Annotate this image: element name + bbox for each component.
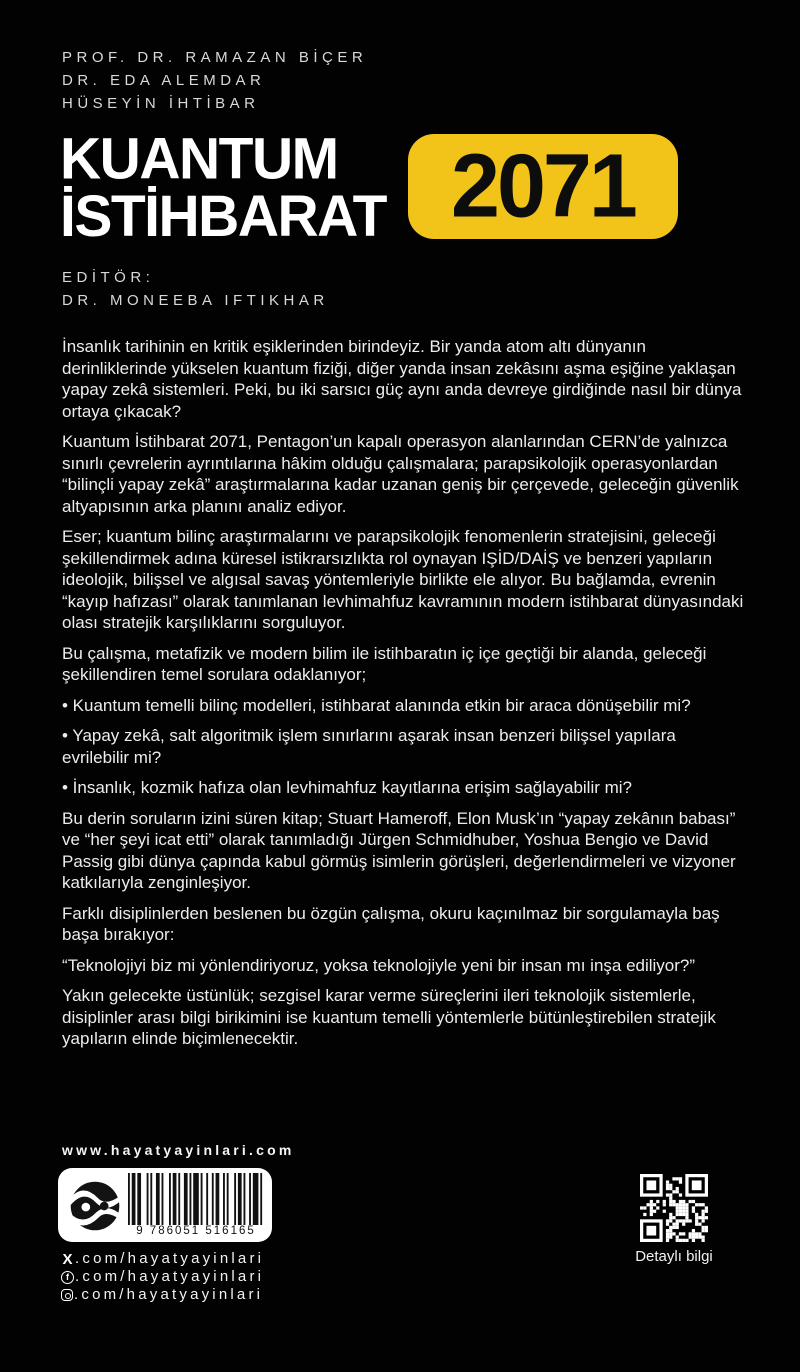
isbn-barcode-box: [58, 1168, 272, 1242]
publisher-logo-icon: [68, 1179, 122, 1233]
qr-code-icon: [640, 1174, 708, 1242]
social-row-facebook: [60, 1268, 264, 1286]
paragraph: İnsanlık tarihinin en kritik eşiklerinden birindeyiz. Bir yanda atom altı dünyanın derinliklerinde yükselen kuantum fiziği, diğer yanda insan zekâsını aşma eşiğine yaklaşan yapay zekâ sistemleri. Peki, bu iki sarsıcı güç aynı anda devreye girdiğinde nasıl bir dünya ortaya çıkacak?: [62, 337, 742, 421]
year-badge-text: 2071: [451, 135, 635, 236]
social-row-x: [60, 1250, 264, 1268]
author-name: DR. EDA ALEMDAR: [62, 72, 266, 89]
title-row: [60, 125, 678, 250]
author-name: HÜSEYİN İHTİBAR: [62, 95, 260, 112]
author-block: [62, 46, 367, 115]
publisher-website: www.hayatyayinlari.com: [62, 1142, 295, 1158]
author-name: PROF. DR. RAMAZAN BİÇER: [62, 49, 368, 66]
paragraph: Farklı disiplinlerden beslenen bu özgün çalışma, okuru kaçınılmaz bir sorgulamayla baş başa bırakıyor:: [62, 903, 720, 944]
social-handle: .com/hayatyayinlari: [75, 1268, 265, 1285]
isbn-number: 9 786051 516165: [136, 1224, 256, 1237]
qr-caption: Detaylı bilgi: [635, 1248, 713, 1265]
book-title-line1: KUANTUM: [60, 125, 338, 192]
editor-block: [62, 266, 329, 312]
quote-paragraph: “Teknolojiyi biz mi yönlendiriyoruz, yoksa teknolojiyle yeni bir insan mı inşa ediliyor?”: [62, 955, 696, 975]
bullet-item: • Kuantum temelli bilinç modelleri, istihbarat alanında etkin bir araca dönüşebilir mi?: [62, 695, 691, 715]
paragraph: Kuantum İstihbarat 2071, Pentagon’un kapalı operasyon alanlarından CERN’de yalnızca sınırlı çevrelerin ayrıntılarına hâkim olduğu çalışmalara; parapsikolojik operasyonlardan “bilinçli yapay zekâ” araştırmalarına kadar uzanan geniş bir çerçevede, geleceğin güvenlik altyapısının arka planını analiz ediyor.: [62, 432, 739, 516]
social-handle: .com/hayatyayinlari: [74, 1286, 264, 1303]
book-title: [60, 125, 386, 250]
book-title-line2: İSTİHBARAT: [60, 183, 386, 250]
social-links: [60, 1250, 264, 1304]
paragraph: Eser; kuantum bilinç araştırmalarını ve parapsikolojik fenomenlerin stratejisini, geleceği şekillendirmek adına küresel istikrarsızlıkta rol oynayan IŞİD/DAİŞ ve benzeri yapıların ideolojik, bilişsel ve algısal savaş yöntemleriyle birlikte ele alıyor. Bu bağlamda, evrenin “kayıp hafızası” olarak tanımlanan levhimahfuz kavramının modern istihbarat dünyasındaki olası stratejik karşılıklarını sorguluyor.: [62, 527, 744, 632]
barcode-area: [128, 1173, 264, 1239]
bullet-item: • İnsanlık, kozmik hafıza olan levhimahfuz kayıtlarına erişim sağlayabilir mi?: [62, 778, 633, 797]
social-row-instagram: [60, 1286, 264, 1304]
editor-label: EDİTÖR:: [62, 269, 155, 286]
paragraph: Yakın gelecekte üstünlük; sezgisel karar verme süreçlerini ileri teknolojik sistemlerle, disiplinler arası bilgi birikimini ise kuantum temelli yöntemlerle bütünleştirebilen stratejik yapıların elinde biçimlenecektir.: [62, 986, 716, 1048]
instagram-icon: [61, 1289, 73, 1301]
editor-name: DR. MONEEBA IFTIKHAR: [62, 292, 329, 309]
back-cover-text: [62, 336, 746, 1059]
paragraph: Bu derin soruların izini süren kitap; Stuart Hameroff, Elon Musk’ın “yapay zekânın babası” ve “her şeyi icat etti” olarak tanımladığı Jürgen Schmidhuber, Yoshua Bengio ve David Passig gibi dünya çapında kabul görmüş isimlerin görüşleri, değerlendirmeleri ve vizyoner katkılarıyla zenginleşiyor.: [62, 808, 736, 892]
x-icon: X: [62, 1250, 73, 1268]
social-handle: .com/hayatyayinlari: [75, 1250, 265, 1267]
facebook-icon: f: [61, 1271, 74, 1284]
bullet-item: • Yapay zekâ, salt algoritmik işlem sınırlarını aşarak insan benzeri bilişsel yapılara evrilebilir mi?: [62, 726, 676, 767]
year-badge: [408, 134, 678, 239]
paragraph: Bu çalışma, metafizik ve modern bilim ile istihbaratın iç içe geçtiği bir alanda, geleceği şekillendiren temel sorulara odaklanıyor;: [62, 643, 707, 684]
ean-barcode-icon: [128, 1173, 264, 1225]
